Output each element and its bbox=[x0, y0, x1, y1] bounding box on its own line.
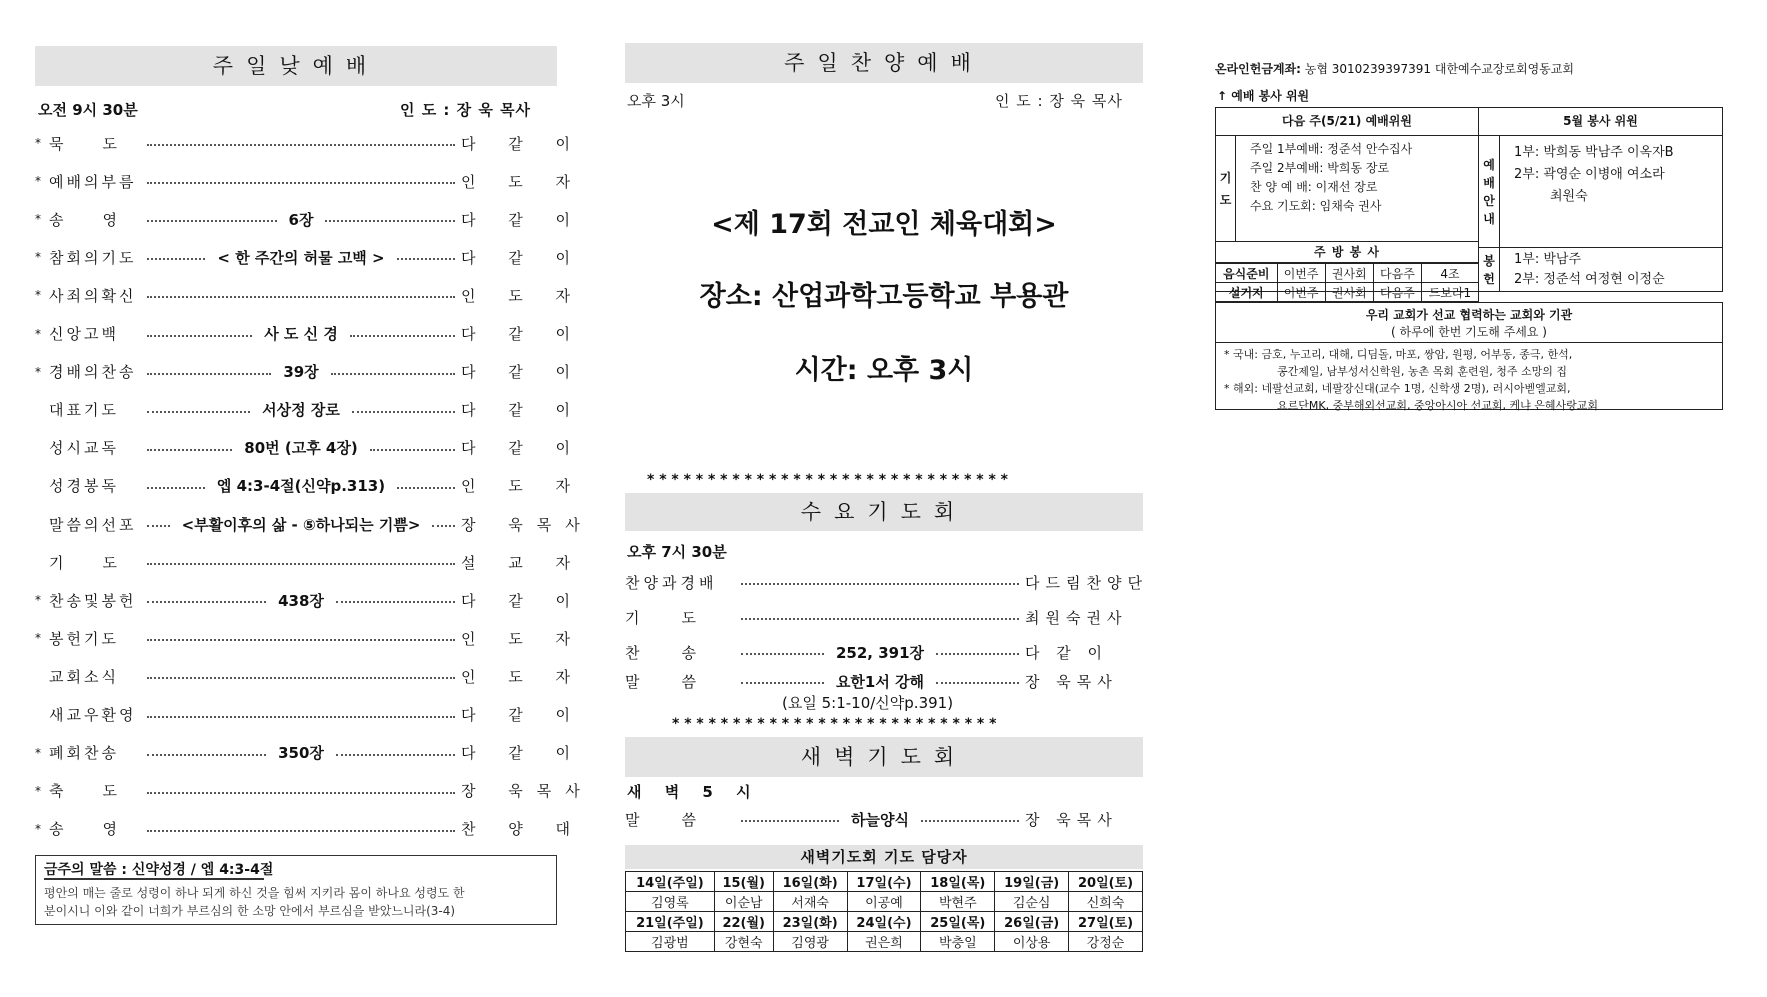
order-detail: 6장 bbox=[288, 210, 314, 229]
weekly-verse-line-1: 평안의 매는 줄로 성령이 하나 되게 하신 것을 힘써 지키라 몸이 하나요 성령도 한 bbox=[44, 886, 465, 900]
dot-leader bbox=[350, 335, 455, 337]
dot-leader bbox=[147, 411, 250, 413]
dawn-name-cell: 권은희 bbox=[847, 932, 921, 952]
order-detail: 사 도 신 경 bbox=[264, 325, 338, 343]
sunday-service-leader: 인 도 : 장 욱 목사 bbox=[400, 101, 532, 119]
wednesday-prayer-header: 수요기도회 bbox=[625, 493, 1143, 531]
dawn-name-cell: 김영광 bbox=[773, 932, 847, 952]
dawn-day-cell: 16일(화) bbox=[773, 872, 847, 892]
order-detail: 하늘양식 bbox=[851, 810, 909, 829]
order-row bbox=[35, 246, 585, 268]
dot-leader bbox=[352, 411, 455, 413]
order-person: 인 도 자 bbox=[461, 172, 585, 191]
order-person: 장 욱목사 bbox=[461, 782, 594, 801]
order-row bbox=[625, 641, 1143, 663]
order-label: 찬송및봉헌 bbox=[49, 591, 137, 610]
dawn-name-cell: 박충일 bbox=[921, 932, 995, 952]
order-detail: 438장 bbox=[278, 591, 324, 610]
dawn-day-cell: 22(월) bbox=[714, 912, 773, 932]
dot-leader bbox=[147, 182, 455, 184]
kitchen-service-table bbox=[1215, 263, 1479, 302]
prayer-line: 수요 기도회: 임채숙 권사 bbox=[1250, 199, 1382, 213]
order-label: 묵 도 bbox=[49, 134, 120, 153]
kitchen-row bbox=[1216, 264, 1479, 283]
order-person: 인 도 자 bbox=[461, 667, 585, 686]
mission-subtitle: ( 하루에 한번 기도해 주세요 ) bbox=[1216, 323, 1722, 343]
dawn-prayer-table bbox=[625, 871, 1143, 952]
order-row bbox=[35, 323, 585, 345]
star-separator-2: * * * * * * * * * * * * * * * * * * * * * * * * * * * bbox=[672, 716, 997, 732]
dawn-day-cell: 20일(토) bbox=[1069, 872, 1143, 892]
dot-leader bbox=[147, 296, 455, 298]
kitchen-row bbox=[1216, 283, 1479, 302]
dot-leader bbox=[741, 653, 824, 655]
dot-leader bbox=[147, 335, 252, 337]
order-row bbox=[625, 808, 1143, 830]
offering-assignments bbox=[1500, 248, 1722, 291]
dot-leader bbox=[397, 258, 455, 260]
dawn-day-cell: 15(월) bbox=[714, 872, 773, 892]
order-row bbox=[35, 589, 585, 611]
required-star: * bbox=[35, 212, 41, 227]
service-committee-title: ↑ 예배 봉사 위원 bbox=[1217, 89, 1310, 103]
dawn-name-cell: 이공예 bbox=[847, 892, 921, 912]
guide-line-2: 2부: 곽영순 이병애 여소라 bbox=[1514, 167, 1665, 182]
dot-leader bbox=[336, 601, 455, 603]
guide-line-1: 1부: 박희동 박남주 이옥자B bbox=[1514, 145, 1674, 160]
order-label: 송 영 bbox=[49, 210, 120, 229]
order-row bbox=[35, 132, 585, 154]
dawn-name-cell: 김영록 bbox=[626, 892, 715, 912]
dot-leader bbox=[147, 716, 455, 718]
order-detail: 엡 4:3-4절(신약p.313) bbox=[216, 477, 386, 496]
order-person: 장 욱목사 bbox=[1025, 810, 1118, 829]
order-person: 장 욱목사 bbox=[1025, 672, 1118, 691]
overseas-line-1: * 해외: 네팔선교회, 네팔장신대(교수 1명, 신학생 2명), 러시아벧엘교회, bbox=[1224, 382, 1571, 395]
next-week-header: 다음 주(5/21) 예배위원 bbox=[1216, 108, 1479, 136]
dot-leader bbox=[147, 487, 205, 489]
dawn-days-row bbox=[626, 872, 1143, 892]
dot-leader bbox=[936, 682, 1019, 684]
account-label: 온라인헌금계좌: bbox=[1215, 62, 1301, 76]
domestic-line-1: * 국내: 금호, 누고리, 대해, 디딤돌, 마포, 쌍암, 원평, 어부동, 종극, 한석, bbox=[1224, 348, 1573, 361]
dot-leader bbox=[432, 525, 455, 527]
online-offering-account bbox=[1215, 60, 1574, 77]
order-label: 사죄의확신 bbox=[49, 286, 137, 305]
dot-leader bbox=[331, 373, 455, 375]
order-label: 축 도 bbox=[49, 782, 120, 801]
order-row bbox=[35, 742, 585, 764]
required-star: * bbox=[35, 250, 41, 265]
dawn-name-cell: 강정순 bbox=[1069, 932, 1143, 952]
order-label: 신앙고백 bbox=[49, 325, 119, 343]
mission-partners-box bbox=[1215, 302, 1723, 410]
order-person: 다 같 이 bbox=[461, 401, 585, 420]
event-time: 시간: 오후 3시 bbox=[794, 355, 974, 386]
order-row bbox=[35, 627, 585, 649]
prayer-line: 주일 2부예배: 박희동 장로 bbox=[1250, 161, 1390, 175]
required-star: * bbox=[35, 783, 41, 798]
dot-leader bbox=[741, 583, 1019, 585]
dot-leader bbox=[370, 449, 455, 451]
month-service-header: 5월 봉사 위원 bbox=[1479, 108, 1722, 136]
kitchen-cell: 설거지 bbox=[1216, 283, 1278, 302]
guide-line-3: 최원숙 bbox=[1550, 189, 1588, 204]
offering-label: 봉헌 bbox=[1479, 248, 1500, 291]
dawn-day-cell: 24일(수) bbox=[847, 912, 921, 932]
order-person: 인 도 자 bbox=[461, 629, 585, 648]
event-title: <제 17회 전교인 체육대회> bbox=[711, 209, 1057, 240]
kitchen-service-header: 주 방 봉 사 bbox=[1216, 242, 1479, 263]
order-label: 기 도 bbox=[625, 608, 700, 627]
order-person: 다 같 이 bbox=[461, 744, 585, 763]
order-label: 말 씀 bbox=[625, 810, 700, 829]
kitchen-cell: 권사회 bbox=[1325, 283, 1373, 302]
order-row bbox=[35, 551, 585, 573]
dot-leader bbox=[147, 601, 266, 603]
dawn-names-row bbox=[626, 892, 1143, 912]
required-star: * bbox=[35, 821, 41, 836]
weekly-verse-line-2: 분이시니 이와 같이 너희가 부르심의 한 소망 안에서 부르심을 받았느니라(3-4) bbox=[44, 904, 456, 918]
order-row bbox=[35, 361, 585, 383]
worship-guide-label: 예배안내 bbox=[1479, 136, 1500, 248]
dot-leader bbox=[147, 144, 455, 146]
required-star: * bbox=[35, 631, 41, 646]
weekly-verse-box bbox=[35, 855, 557, 925]
order-detail: 350장 bbox=[278, 744, 324, 763]
prayer-label: 기도 bbox=[1216, 136, 1236, 242]
order-label: 찬 송 bbox=[625, 643, 700, 662]
dot-leader bbox=[147, 220, 277, 222]
order-person: 다 같 이 bbox=[461, 325, 585, 343]
offering-line-2: 2부: 정준석 여정현 이정순 bbox=[1514, 272, 1665, 287]
order-label: 경배의찬송 bbox=[49, 363, 137, 382]
order-row bbox=[35, 475, 585, 497]
order-person: 찬 양 대 bbox=[461, 820, 585, 839]
order-label: 폐회찬송 bbox=[49, 744, 119, 763]
kitchen-cell: 다음주 bbox=[1373, 264, 1421, 283]
dawn-prayer-header: 새벽기도회 bbox=[625, 737, 1143, 777]
prayer-assignments bbox=[1236, 136, 1479, 242]
order-person: 인 도 자 bbox=[461, 477, 585, 496]
order-person: 다드림찬양단 bbox=[1025, 573, 1148, 592]
dawn-table-title: 새벽기도회 기도 담당자 bbox=[625, 845, 1143, 869]
required-star: * bbox=[35, 174, 41, 189]
domestic-line-2: 콩간제일, 남부성서신학원, 농촌 목회 훈련원, 청주 소망의 집 bbox=[1277, 365, 1567, 378]
required-star: * bbox=[35, 364, 41, 379]
dawn-name-cell: 김순심 bbox=[995, 892, 1069, 912]
dawn-day-cell: 27일(토) bbox=[1069, 912, 1143, 932]
verse-title-underline bbox=[44, 859, 264, 880]
dot-leader bbox=[147, 373, 271, 375]
order-label: 참회의기도 bbox=[49, 248, 137, 267]
order-row bbox=[35, 437, 585, 459]
order-row bbox=[625, 571, 1148, 593]
dawn-name-cell: 김광범 bbox=[626, 932, 715, 952]
dot-leader bbox=[936, 653, 1019, 655]
order-person: 다 같 이 bbox=[461, 439, 585, 458]
dot-leader bbox=[147, 449, 232, 451]
order-row bbox=[625, 670, 1143, 692]
kitchen-cell: 권사회 bbox=[1325, 264, 1373, 283]
dot-leader bbox=[325, 220, 455, 222]
order-detail: 39장 bbox=[283, 363, 319, 382]
dawn-day-cell: 25일(목) bbox=[921, 912, 995, 932]
kitchen-cell: 이번주 bbox=[1277, 264, 1325, 283]
order-person: 다 같 이 bbox=[461, 591, 585, 610]
dawn-day-cell: 21일(주일) bbox=[626, 912, 715, 932]
dot-leader bbox=[336, 754, 455, 756]
order-label: 송 영 bbox=[49, 820, 120, 839]
dawn-prayer-time: 새 벽 5 시 bbox=[627, 783, 760, 801]
order-label: 봉헌기도 bbox=[49, 629, 119, 648]
order-person: 다 같 이 bbox=[461, 210, 585, 229]
required-star: * bbox=[35, 136, 41, 150]
dawn-name-cell: 서재숙 bbox=[773, 892, 847, 912]
dawn-day-cell: 19일(금) bbox=[995, 872, 1069, 892]
order-detail: 252, 391장 bbox=[835, 643, 925, 662]
order-label: 새교우환영 bbox=[49, 706, 137, 724]
kitchen-cell: 다음주 bbox=[1373, 283, 1421, 302]
order-person: 최원숙권사 bbox=[1025, 608, 1128, 627]
order-detail: <부활이후의 삶 - ⑤하나되는 기쁨> bbox=[181, 515, 421, 534]
dot-leader bbox=[147, 830, 455, 832]
order-row bbox=[35, 170, 585, 192]
prayer-line: 찬 양 예 배: 이재선 장로 bbox=[1250, 180, 1378, 194]
order-label: 말 씀 bbox=[625, 672, 700, 691]
order-row bbox=[35, 665, 585, 687]
dawn-names-row bbox=[626, 932, 1143, 952]
prayer-line: 주일 1부예배: 정준석 안수집사 bbox=[1250, 142, 1413, 156]
order-label: 말씀의선포 bbox=[49, 515, 137, 534]
order-row bbox=[35, 284, 585, 306]
account-value: 농협 3010239397391 대한예수교장로회영동교회 bbox=[1304, 62, 1574, 76]
order-detail: 80번 (고후 4장) bbox=[244, 439, 358, 458]
dot-leader bbox=[147, 639, 455, 641]
order-person: 설 교 자 bbox=[461, 553, 585, 572]
order-label: 예배의부름 bbox=[49, 172, 137, 191]
wednesday-scripture-ref: (요일 5:1-10/신약p.391) bbox=[782, 694, 954, 712]
offering-line-1: 1부: 박남주 bbox=[1514, 252, 1582, 267]
dawn-day-cell: 14일(주일) bbox=[626, 872, 715, 892]
mission-title: 우리 교회가 선교 협력하는 교회와 기관 bbox=[1365, 308, 1573, 322]
dot-leader bbox=[147, 258, 205, 260]
event-place: 장소: 산업과학고등학교 부용관 bbox=[699, 281, 1069, 312]
dot-leader bbox=[147, 792, 455, 794]
order-row bbox=[625, 606, 1143, 628]
order-person: 다 같 이 bbox=[461, 363, 585, 382]
worship-guide-assignments bbox=[1500, 136, 1722, 248]
dawn-day-cell: 17일(수) bbox=[847, 872, 921, 892]
sunday-service-header: 주일낮예배 bbox=[35, 46, 557, 86]
dot-leader bbox=[147, 677, 455, 679]
order-person: 인 도 자 bbox=[461, 286, 585, 305]
dot-leader bbox=[147, 525, 170, 527]
order-row bbox=[35, 208, 585, 230]
star-separator-1: * * * * * * * * * * * * * * * * * * * * * * * * * * * * * * bbox=[647, 472, 1008, 488]
dawn-name-cell: 박현주 bbox=[921, 892, 995, 912]
dot-leader bbox=[741, 820, 839, 822]
order-detail: 요한1서 강해 bbox=[835, 672, 925, 691]
order-row bbox=[35, 704, 585, 726]
dot-leader bbox=[741, 618, 1019, 620]
dot-leader bbox=[147, 754, 266, 756]
kitchen-cell: 드보라1 bbox=[1421, 283, 1478, 302]
order-label: 대표기도 bbox=[49, 401, 119, 420]
dawn-days-row bbox=[626, 912, 1143, 932]
order-label: 성시교독 bbox=[49, 439, 119, 458]
dawn-name-cell: 신희숙 bbox=[1069, 892, 1143, 912]
praise-service-header: 주일찬양예배 bbox=[625, 43, 1143, 83]
order-person: 장 욱목사 bbox=[461, 515, 594, 534]
overseas-line-2: 요르단MK, 중부해외선교회, 중앙아시아 선교회, 케냐 은혜사랑교회 bbox=[1277, 399, 1598, 412]
order-row bbox=[35, 818, 585, 840]
kitchen-cell: 음식준비 bbox=[1216, 264, 1278, 283]
kitchen-cell: 4조 bbox=[1421, 264, 1478, 283]
praise-service-leader: 인 도 : 장 욱 목사 bbox=[995, 92, 1123, 110]
order-row bbox=[35, 780, 594, 802]
order-label: 성경봉독 bbox=[49, 477, 119, 496]
kitchen-cell: 이번주 bbox=[1277, 283, 1325, 302]
praise-service-time: 오후 3시 bbox=[627, 92, 685, 110]
required-star: * bbox=[35, 745, 41, 760]
order-person: 다 같 이 bbox=[461, 706, 585, 724]
sunday-service-time: 오전 9시 30분 bbox=[38, 101, 138, 119]
order-row bbox=[35, 513, 594, 535]
order-person: 다 같 이 bbox=[461, 134, 585, 153]
required-star: * bbox=[35, 326, 41, 341]
order-row bbox=[35, 399, 585, 421]
wednesday-prayer-time: 오후 7시 30분 bbox=[627, 543, 727, 561]
dawn-day-cell: 26일(금) bbox=[995, 912, 1069, 932]
dawn-name-cell: 이상용 bbox=[995, 932, 1069, 952]
service-committee-box bbox=[1215, 107, 1723, 300]
order-label: 찬양과경배 bbox=[625, 573, 718, 592]
order-person: 다 같 이 bbox=[1025, 643, 1109, 662]
dot-leader bbox=[397, 487, 455, 489]
dawn-name-cell: 강현숙 bbox=[714, 932, 773, 952]
dawn-day-cell: 23일(화) bbox=[773, 912, 847, 932]
required-star: * bbox=[35, 288, 41, 303]
dawn-day-cell: 18일(목) bbox=[921, 872, 995, 892]
required-star: * bbox=[35, 593, 41, 608]
dawn-name-cell: 이순남 bbox=[714, 892, 773, 912]
order-person: 다 같 이 bbox=[461, 248, 585, 267]
weekly-verse-title: 금주의 말씀 : 신약성경 / 엡 4:3-4절 bbox=[44, 862, 274, 878]
dot-leader bbox=[921, 820, 1019, 822]
order-label: 기 도 bbox=[49, 553, 120, 572]
dot-leader bbox=[147, 563, 455, 565]
dot-leader bbox=[741, 682, 824, 684]
order-detail: 서상정 장로 bbox=[262, 401, 340, 420]
order-label: 교회소식 bbox=[49, 667, 119, 686]
order-detail: < 한 주간의 허물 고백 > bbox=[217, 248, 385, 267]
